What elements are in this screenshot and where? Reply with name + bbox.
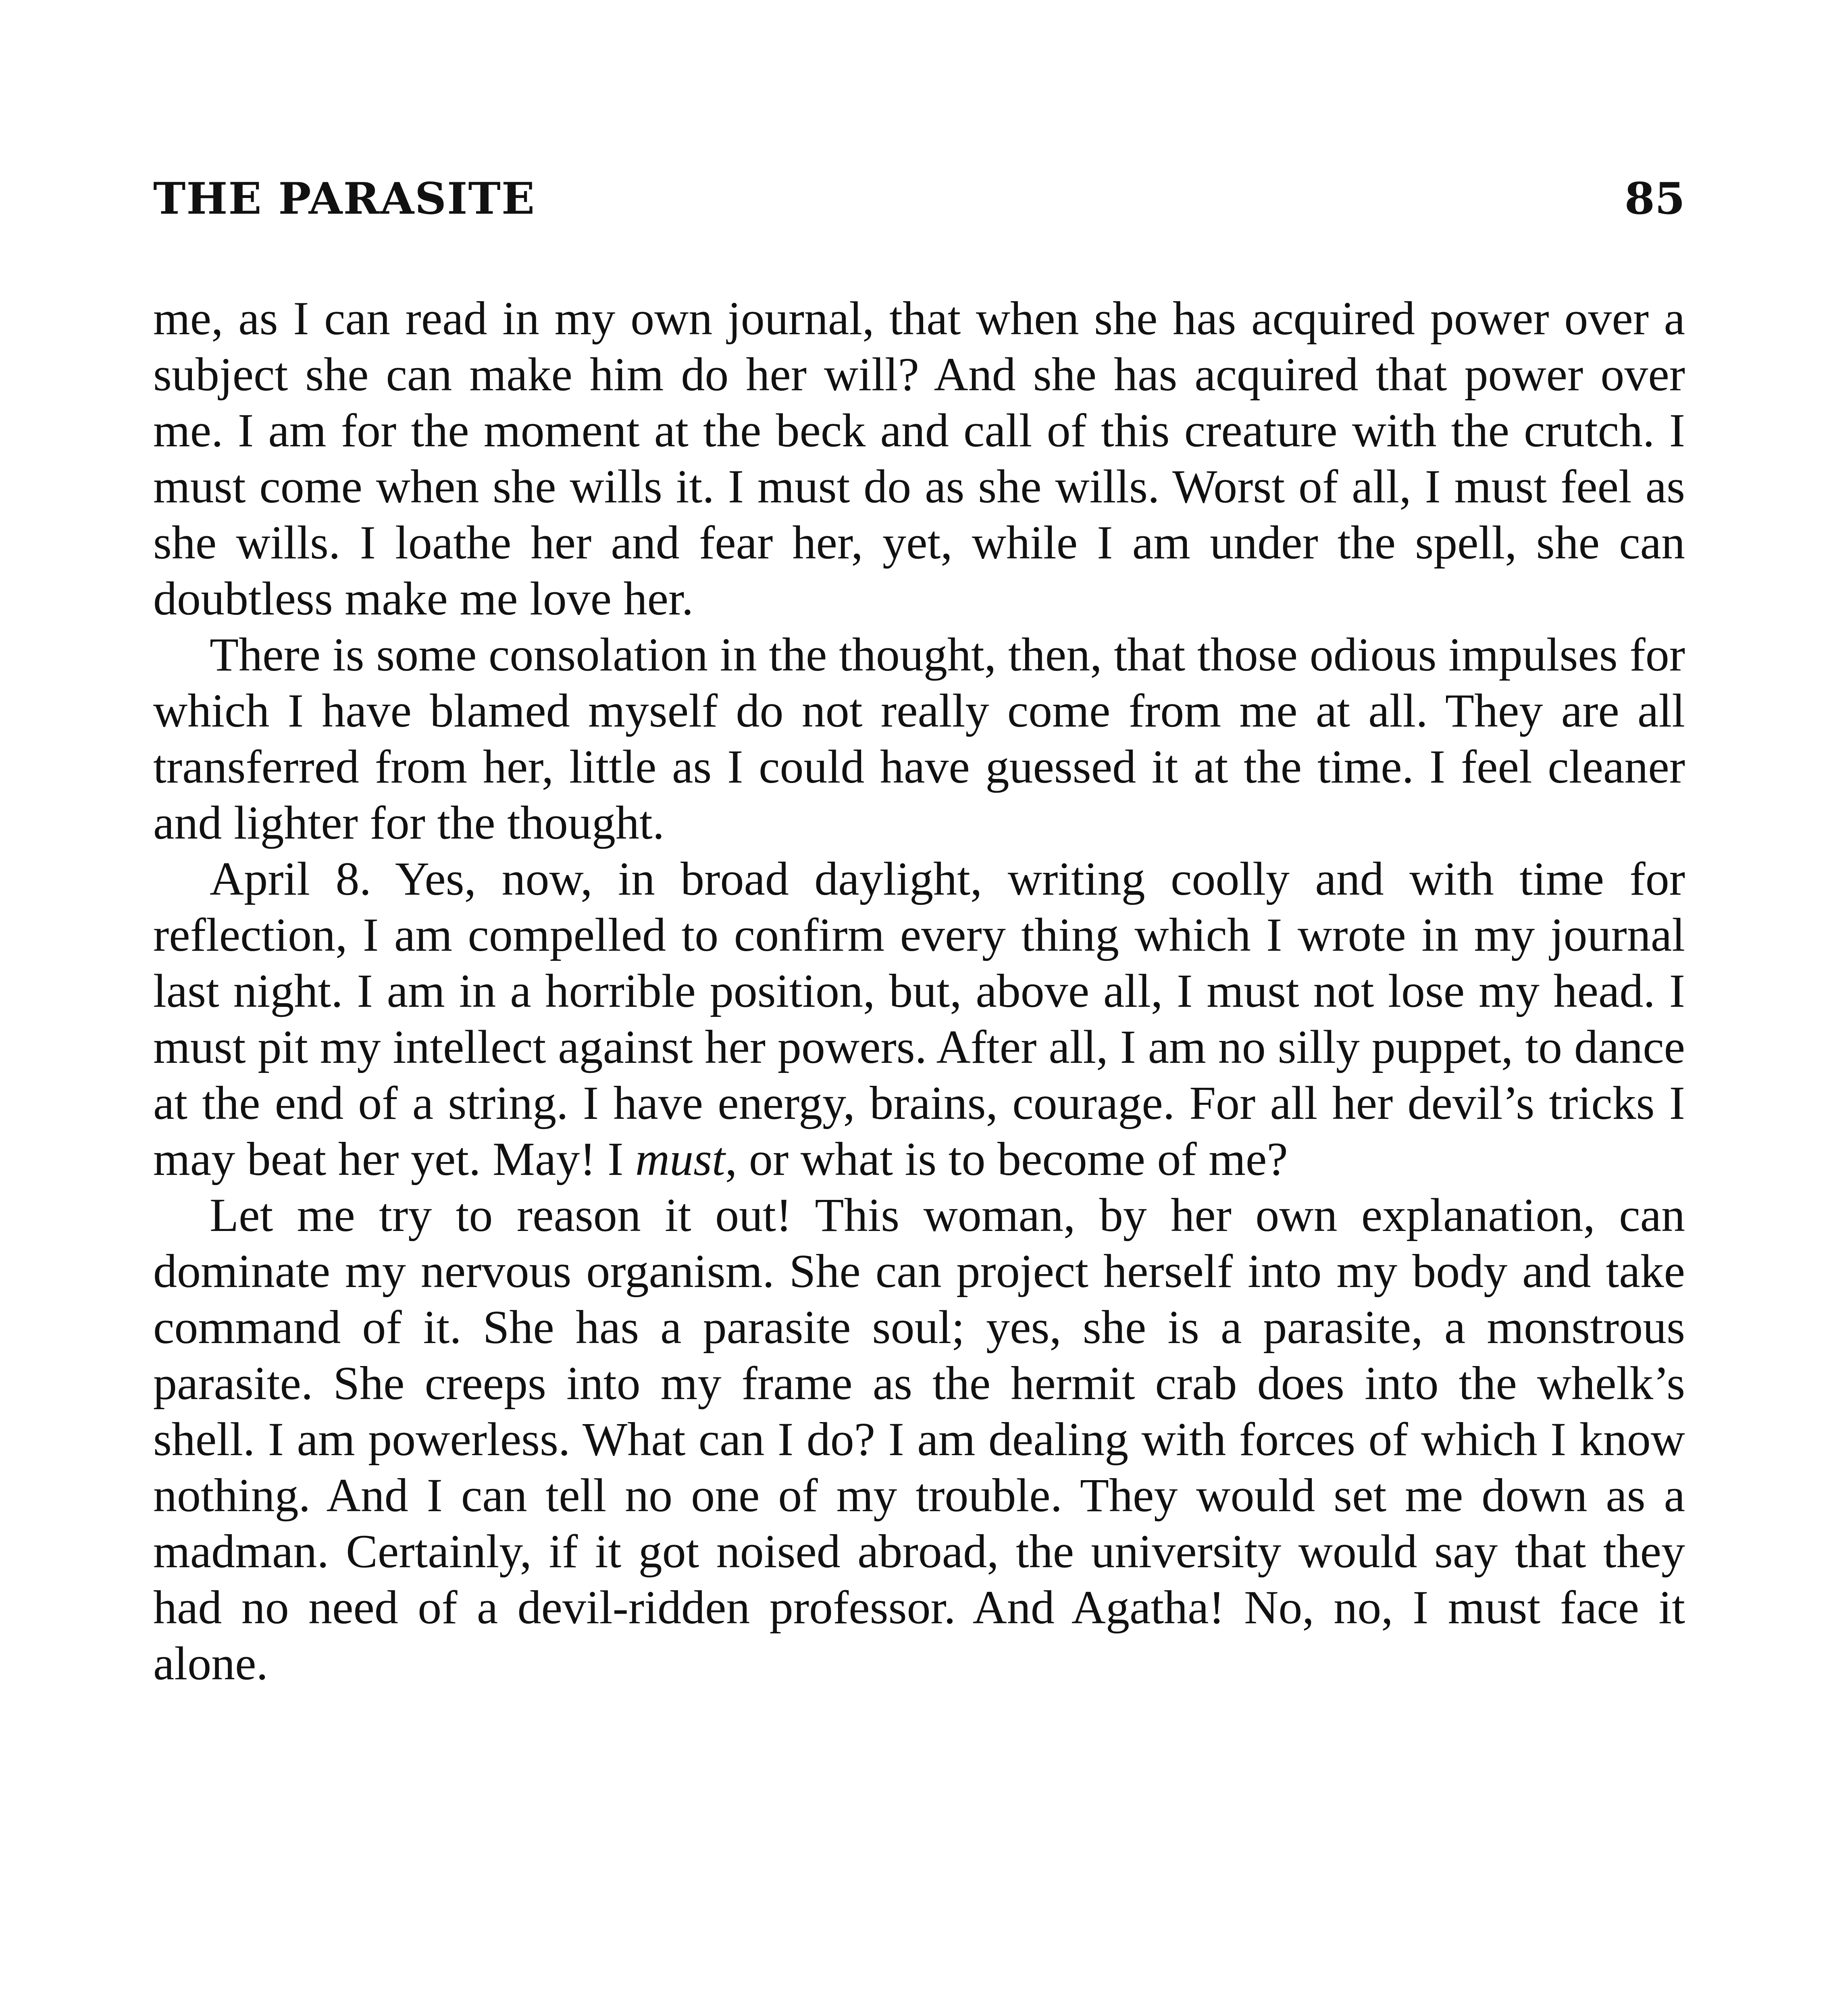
paragraph-2: There is some consolation in the thought, then, that those odious impulses for which I have blamed myself do not really come from me at all. They are all transferred from her, little as I could have guessed it at the time. I feel cleaner and lighter for the thought. [153, 628, 1685, 849]
page-header [153, 173, 1685, 238]
paragraph-1: me, as I can read in my own journal, that when she has acquired power over a subject she can make him do her will? And she has acquired that power over me. I am for the moment at the beck and call of this creature with the crutch. I must come when she wills it. I must do as she wills. Worst of all, I must feel as she wills. I loathe her and fear her, yet, while I am under the spell, she can doubtless make me love her. [153, 292, 1685, 625]
paragraph-3-text-b: , or what is to become of me? [725, 1133, 1288, 1185]
body-text [153, 290, 1685, 1691]
paragraph-3-text-a: April 8. Yes, now, in broad daylight, writing coolly and with time for reflection, I am compelled to confirm every thing which I wrote in my journal last night. I am in a horrible position, but, above all, I must not lose my head. I must pit my intellect against her powers. After all, I am no silly puppet, to dance at the end of a string. I have energy, brains, courage. For all her devil’s tricks I may beat her yet. May! I [153, 852, 1685, 1185]
page-number: 85 [1624, 173, 1685, 224]
paragraph-4: Let me try to reason it out! This woman, by her own explanation, can dominate my nervous organism. She can project herself into my body and take command of it. She has a parasite soul; yes, she is a parasite, a monstrous parasite. She creeps into my frame as the hermit crab does into the whelk’s shell. I am powerless. What can I do? I am dealing with forces of which I know nothing. And I can tell no one of my trouble. They would set me down as a madman. Certainly, if it got noised abroad, the university would say that they had no need of a devil-ridden professor. And Agatha! No, no, I must face it alone. [153, 1189, 1685, 1690]
running-head: THE PARASITE [153, 173, 536, 224]
paragraph-3 [153, 851, 1685, 1187]
paragraph-3-emphasis: must [635, 1133, 725, 1185]
